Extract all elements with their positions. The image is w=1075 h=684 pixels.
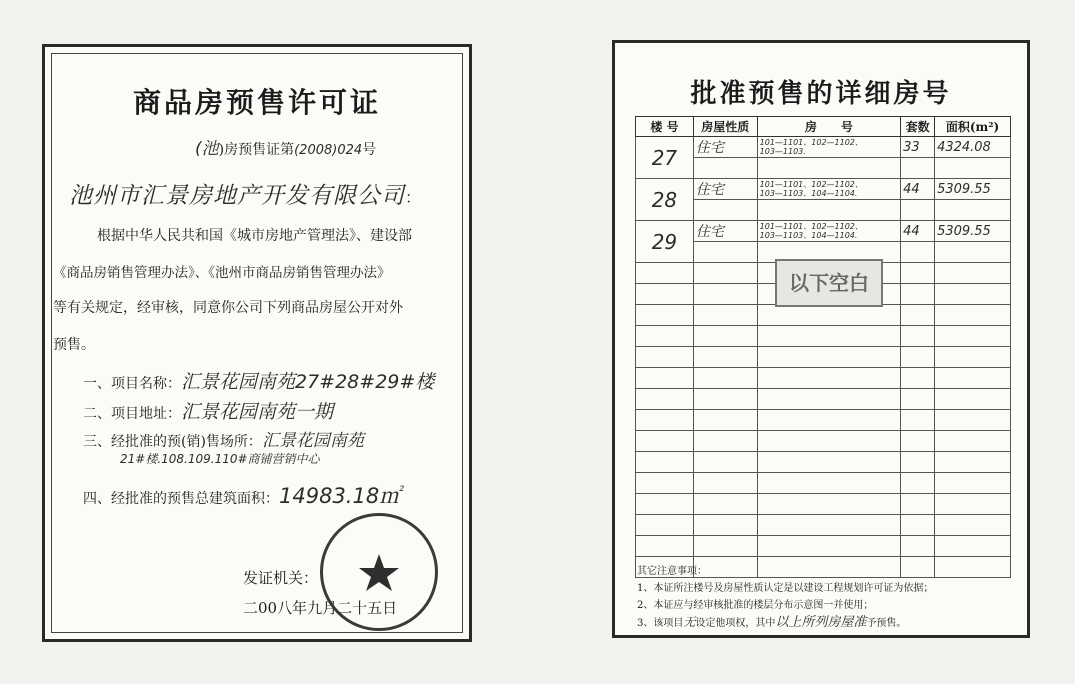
table-row — [636, 179, 1011, 200]
table-cell-empty — [636, 263, 694, 284]
table-cell-empty — [935, 305, 1011, 326]
table-cell-empty — [757, 368, 900, 389]
project-name-handwritten: 汇景花园南苑27#28#29#楼 — [181, 371, 435, 393]
table-cell-empty — [636, 305, 694, 326]
table-row-empty — [636, 305, 1011, 326]
row-building: 28 — [636, 179, 694, 221]
total-area-handwritten: 14983.18㎡ — [279, 484, 401, 508]
table-cell-empty — [693, 284, 757, 305]
cert-prefix-handwritten: (池 — [195, 139, 219, 159]
units-table — [635, 116, 1011, 578]
row-count: 44 — [901, 221, 935, 242]
cert-suffix: 号 — [362, 142, 377, 158]
table-cell-empty — [693, 368, 757, 389]
table-cell-empty — [693, 515, 757, 536]
table-cell-empty — [935, 284, 1011, 305]
row-area: 5309.55 — [935, 179, 1011, 200]
table-cell-empty — [636, 494, 694, 515]
certificate-number-line — [195, 134, 376, 159]
table-row — [636, 137, 1011, 158]
table-row-empty — [636, 368, 1011, 389]
notes-title: 其它注意事项： — [637, 566, 707, 577]
table-cell-empty — [935, 494, 1011, 515]
table-cell-empty — [935, 347, 1011, 368]
notes-section — [637, 563, 933, 632]
table-cell-empty — [757, 494, 900, 515]
header-nature: 房屋性质 — [693, 117, 757, 137]
table-row-empty — [636, 389, 1011, 410]
table-cell-empty — [636, 431, 694, 452]
row-rooms: 101—1101、102—1102、 103—1103、104—1104. — [757, 221, 900, 242]
table-cell-empty — [935, 326, 1011, 347]
table-cell-empty — [636, 347, 694, 368]
note-1: 1、本证所注楼号及房屋性质认定是以建设工程规划许可证为依据； — [637, 583, 934, 594]
table-row-empty — [636, 410, 1011, 431]
table-cell-empty — [935, 473, 1011, 494]
table-cell-empty — [757, 389, 900, 410]
table-row-empty — [636, 347, 1011, 368]
table-cell-empty — [636, 473, 694, 494]
table-cell-empty — [901, 452, 935, 473]
table-cell-empty — [901, 389, 935, 410]
blank-below-stamp: 以下空白 — [775, 259, 883, 307]
table-cell-empty — [693, 431, 757, 452]
issuer-label: 发证机关： — [243, 569, 319, 587]
table-cell-empty — [693, 410, 757, 431]
table-row-empty — [636, 431, 1011, 452]
table-cell-empty — [693, 389, 757, 410]
item-sales-venue: 三、经批准的预(销)售场所：汇景花园南苑 — [83, 431, 364, 451]
header-area: 面积(m²) — [935, 117, 1011, 137]
note-3: 3、该项目无设定他项权，其中以上所列房屋准予预售。 — [637, 615, 907, 630]
approved-units-certificate — [612, 40, 1030, 638]
table-cell-empty — [901, 347, 935, 368]
row-nature: 住宅 — [693, 179, 757, 200]
table-cell-empty — [935, 368, 1011, 389]
table-cell-empty — [901, 368, 935, 389]
table-cell-empty — [901, 410, 935, 431]
table-row-empty — [636, 473, 1011, 494]
cert-middle: )房预售证第 — [218, 142, 295, 158]
table-cell-empty — [693, 494, 757, 515]
company-name-handwritten: 池州市汇景房地产开发有限公司： — [69, 183, 423, 209]
table-cell-empty — [636, 389, 694, 410]
table-cell-empty — [693, 473, 757, 494]
table-cell-empty — [901, 326, 935, 347]
units-body — [636, 137, 1011, 578]
table-header-row — [636, 117, 1011, 137]
row-rooms: 101—1101、102—1102、 103—1103. — [757, 137, 900, 158]
project-address-handwritten: 汇景花园南苑一期 — [181, 401, 334, 423]
item-total-area: 四、经批准的预售总建筑面积：14983.18㎡ — [83, 484, 401, 508]
table-cell-empty — [693, 305, 757, 326]
cert-number-handwritten: (2008)024 — [294, 143, 363, 158]
table-row-empty — [636, 494, 1011, 515]
row-count: 44 — [901, 179, 935, 200]
table-cell-empty — [693, 326, 757, 347]
table-cell-empty — [901, 515, 935, 536]
table-cell-empty — [757, 473, 900, 494]
table-cell-empty — [636, 536, 694, 557]
table-cell-empty — [693, 452, 757, 473]
table-cell-empty — [935, 410, 1011, 431]
certificate-title: 商品房预售许可证 — [132, 86, 381, 119]
table-cell-empty — [757, 326, 900, 347]
table-row — [636, 221, 1011, 242]
units-title: 批准预售的详细房号 — [690, 79, 952, 109]
row-area: 4324.08 — [935, 137, 1011, 158]
table-cell-empty — [757, 515, 900, 536]
table-cell-empty — [693, 536, 757, 557]
table-cell-empty — [636, 515, 694, 536]
table-cell-empty — [935, 557, 1011, 578]
table-cell-empty — [935, 452, 1011, 473]
table-cell-empty — [901, 536, 935, 557]
table-cell-empty — [935, 263, 1011, 284]
header-count: 套数 — [901, 117, 935, 137]
table-row-empty — [636, 515, 1011, 536]
body-line-2: 《商品房销售管理办法》、《池州市商品房销售管理办法》 — [53, 265, 391, 281]
item-project-name: 一、项目名称：汇景花园南苑27#28#29#楼 — [83, 371, 435, 393]
table-cell-empty — [693, 347, 757, 368]
table-cell-empty — [901, 431, 935, 452]
table-cell-empty — [757, 410, 900, 431]
table-cell-empty — [636, 326, 694, 347]
table-cell-empty — [935, 536, 1011, 557]
row-count: 33 — [901, 137, 935, 158]
table-cell-empty — [757, 536, 900, 557]
table-row-empty — [636, 536, 1011, 557]
table-cell-empty — [757, 452, 900, 473]
note-2: 2、本证应与经审核批准的楼层分布示意图一并使用； — [637, 600, 874, 611]
sales-venue-handwritten-a: 汇景花园南苑 — [261, 431, 364, 451]
table-cell-empty — [693, 263, 757, 284]
header-rooms: 房 号 — [757, 117, 900, 137]
table-cell-empty — [636, 284, 694, 305]
table-row-empty — [636, 452, 1011, 473]
table-cell-empty — [757, 431, 900, 452]
table-row-empty — [636, 326, 1011, 347]
body-line-4: 预售。 — [53, 337, 95, 353]
seal-star-icon — [359, 554, 399, 591]
official-seal — [320, 513, 438, 631]
issue-date: 二00八年九月二十五日 — [243, 599, 398, 617]
body-line-3: 等有关规定，经审核，同意你公司下列商品房屋公开对外 — [53, 300, 403, 316]
row-nature: 住宅 — [693, 137, 757, 158]
table-cell-empty — [636, 368, 694, 389]
row-building: 27 — [636, 137, 694, 179]
table-cell-empty — [636, 410, 694, 431]
table-cell-empty — [757, 347, 900, 368]
item-project-address: 二、项目地址：汇景花园南苑一期 — [83, 401, 334, 423]
row-nature: 住宅 — [693, 221, 757, 242]
table-cell-empty — [935, 515, 1011, 536]
table-cell-empty — [901, 473, 935, 494]
row-building: 29 — [636, 221, 694, 263]
table-cell-empty — [935, 431, 1011, 452]
table-cell-empty — [901, 494, 935, 515]
header-building: 楼 号 — [636, 117, 694, 137]
row-rooms: 101—1101、102—1102、 103—1103、104—1104. — [757, 179, 900, 200]
table-cell-empty — [901, 284, 935, 305]
presale-license-certificate — [42, 44, 472, 642]
seal-graphic — [323, 516, 435, 628]
table-cell-empty — [636, 452, 694, 473]
sales-venue-handwritten-b: 21#楼.108.109.110#商铺营销中心 — [120, 452, 320, 466]
row-area: 5309.55 — [935, 221, 1011, 242]
table-cell-empty — [901, 305, 935, 326]
body-line-1: 根据中华人民共和国《城市房地产管理法》、建设部 — [97, 228, 412, 244]
table-cell-empty — [901, 263, 935, 284]
table-cell-empty — [757, 305, 900, 326]
table-cell-empty — [935, 389, 1011, 410]
